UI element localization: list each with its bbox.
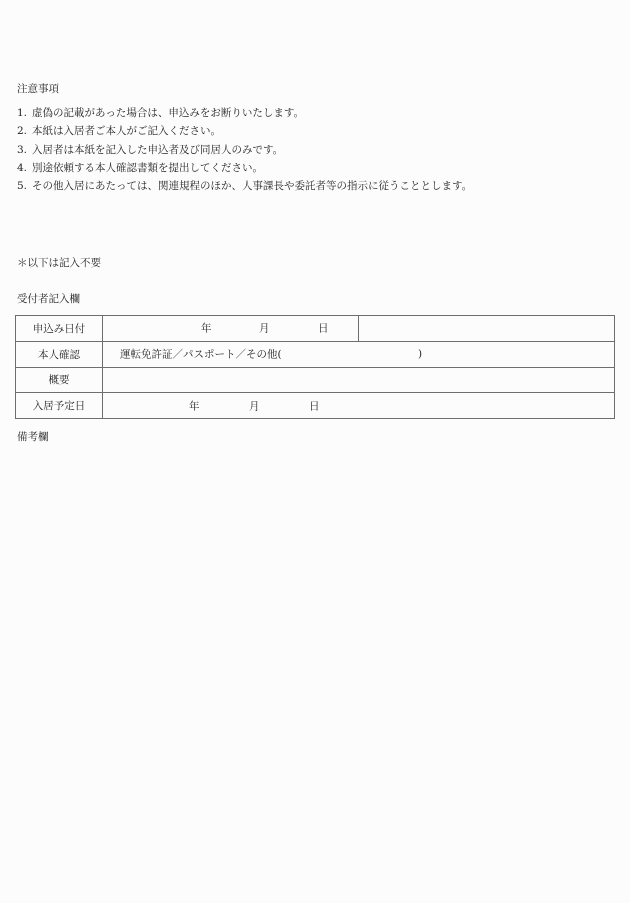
year-label: 年 bbox=[189, 400, 200, 413]
notice-item-text: 入居者は本紙を記入した申込者及び同居人のみです。 bbox=[32, 143, 284, 156]
remarks-label: 備考欄 bbox=[17, 431, 49, 443]
notice-item-number: 1. bbox=[17, 107, 28, 119]
notice-item bbox=[17, 178, 472, 196]
day-label: 日 bbox=[309, 400, 320, 413]
identity-document-options: 運転免許証／パスポート／その他( bbox=[120, 348, 282, 361]
notice-item bbox=[17, 142, 472, 160]
notice-item-text: 本紙は入居者ご本人がご記入ください。 bbox=[32, 125, 221, 138]
notice-item-text: 別途依頼する本人確認書類を提出してください。 bbox=[32, 161, 263, 174]
notice-item bbox=[17, 160, 472, 178]
table-row-move-in-date bbox=[16, 393, 615, 419]
table-row-summary bbox=[16, 367, 615, 393]
label-identity-check: 本人確認 bbox=[16, 341, 103, 367]
receiver-section-title: 受付者記入欄 bbox=[17, 293, 80, 305]
notice-item bbox=[17, 123, 472, 141]
notice-item-number: 4. bbox=[17, 161, 28, 174]
notice-item-text: その他入居にあたっては、関連規程のほか、人事課長や委託者等の指示に従うこととします。 bbox=[32, 180, 473, 193]
receiver-table bbox=[15, 315, 615, 419]
notice-heading: 注意事項 bbox=[17, 83, 59, 95]
table-row-identity-check bbox=[16, 341, 615, 367]
label-summary: 概要 bbox=[16, 367, 103, 393]
identity-close-paren: ) bbox=[418, 348, 423, 361]
identity-check-field[interactable] bbox=[103, 341, 615, 367]
notice-item-number: 3. bbox=[17, 143, 28, 156]
year-label: 年 bbox=[201, 322, 212, 335]
label-move-in-date: 入居予定日 bbox=[16, 393, 103, 419]
notice-item-text: 虚偽の記載があった場合は、申込みをお断りいたします。 bbox=[32, 107, 305, 119]
application-date-extra-field[interactable] bbox=[359, 316, 615, 342]
notice-item bbox=[17, 105, 472, 123]
day-label: 日 bbox=[318, 322, 329, 335]
label-application-date: 申込み日付 bbox=[16, 316, 103, 342]
summary-field[interactable] bbox=[103, 367, 615, 393]
month-label: 月 bbox=[249, 400, 260, 413]
application-date-field[interactable] bbox=[103, 316, 359, 342]
notice-item-number: 5. bbox=[17, 180, 28, 193]
no-entry-note: ＊以下は記入不要 bbox=[17, 257, 101, 269]
month-label: 月 bbox=[259, 322, 270, 335]
notice-list bbox=[17, 105, 472, 196]
move-in-date-field[interactable] bbox=[103, 393, 615, 419]
notice-item-number: 2. bbox=[17, 125, 28, 138]
table-row-application-date bbox=[16, 316, 615, 342]
